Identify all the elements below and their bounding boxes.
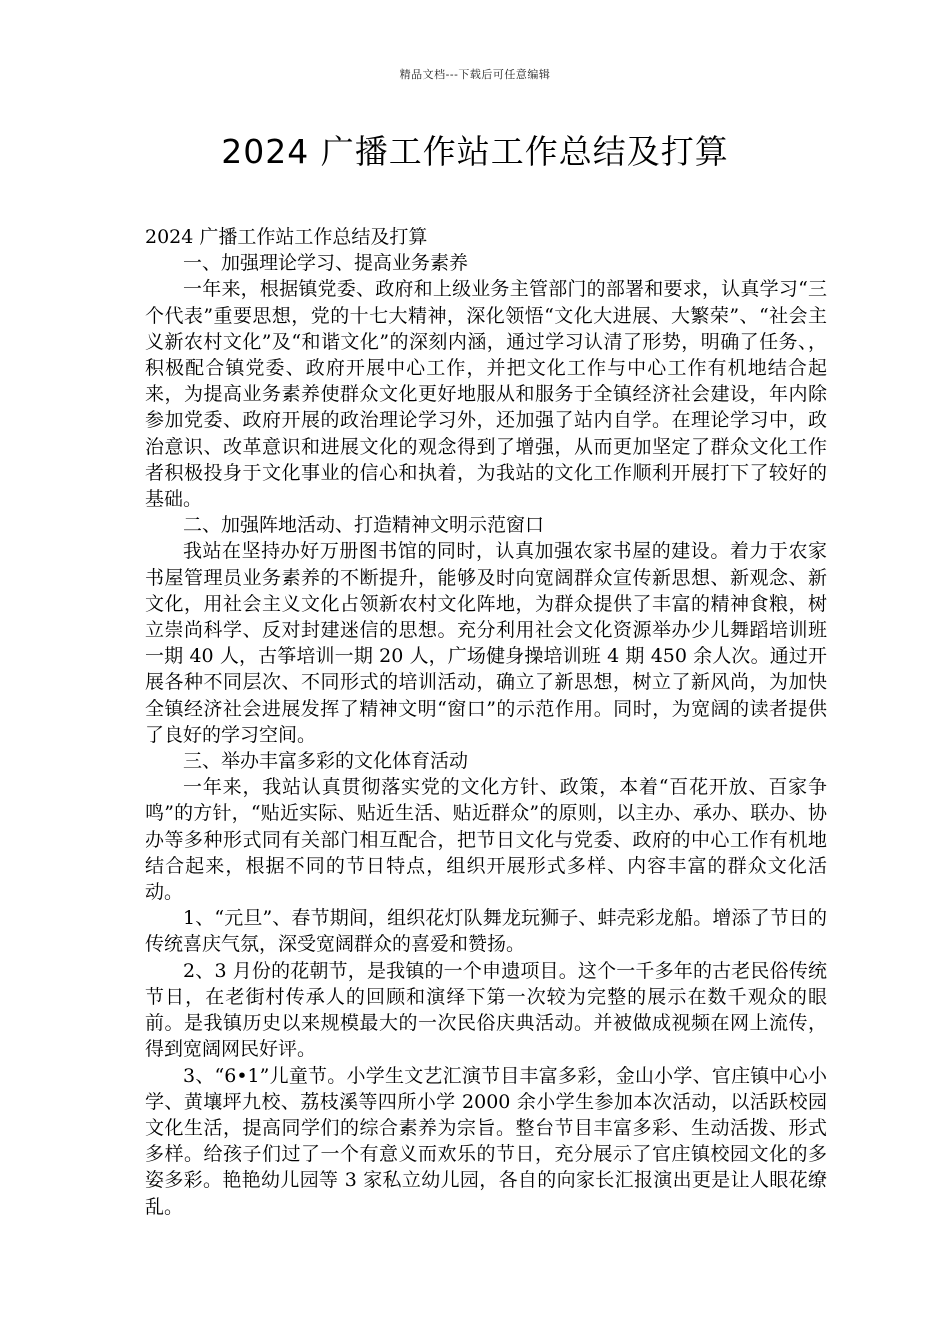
paragraph: 一、加强理论学习、提高业务素养 [183, 252, 469, 275]
header-note: 精品文档---下载后可任意编辑 [399, 68, 551, 81]
paragraph: 一年来，我站认真贯彻落实党的文化方针、政策，本着“百花开放、百家争鸣”的方针，“贴近实际、贴近生活、贴近群众”的原则，以主办、承办、联办、协办等多种形式同有关部门相互配合，把节日文化与党委、政府的中心工作有机地结合起来，根据不同的节日特点，组织开展形式多样、内容丰富的群众文化活动。 [145, 776, 827, 904]
document-body [145, 224, 827, 1220]
paragraph: 3、“6•1”儿童节。小学生文艺汇演节目丰富多彩，金山小学、官庄镇中心小学、黄壤坪九校、荔枝溪等四所小学 2000 余小学生参加本次活动，以活跃校园文化生活，提高同学们的综合素养为宗旨。整台节目丰富多彩、生动活拨、形式多样。给孩子们过了一个有意义而欢乐的节日，充分展示了官庄镇校园文化的多姿多彩。艳艳幼儿园等 3 家私立幼儿园，各自的向家长汇报演出更是让人眼花缭乱。 [145, 1064, 827, 1218]
paragraph: 一年来，根据镇党委、政府和上级业务主管部门的部署和要求，认真学习“三个代表”重要思想，党的十七大精神，深化领悟“文化大进展、大繁荣”、“社会主义新农村文化”及“和谐文化”的深刻内涵，通过学习认清了形势，明确了任务、，积极配合镇党委、政府开展中心工作，并把文化工作与中心工作有机地结合起来，为提高业务素养使群众文化更好地服从和服务于全镇经济社会建设，年内除参加党委、政府开展的政治理论学习外，还加强了站内自学。在理论学习中，政治意识、改革意识和进展文化的观念得到了增强，从而更加坚定了群众文化工作者积极投身于文化事业的信心和执着，为我站的文化工作顺利开展打下了较好的基础。 [145, 278, 827, 511]
paragraph: 三、举办丰富多彩的文化体育活动 [183, 750, 469, 773]
paragraph: 2、3 月份的花朝节，是我镇的一个申遗项目。这个一千多年的古老民俗传统节日，在老街村传承人的回顾和演绎下第一次较为完整的展示在数千观众的眼前。是我镇历史以来规模最大的一次民俗庆典活动。并被做成视频在网上流传，得到宽阔网民好评。 [145, 959, 827, 1061]
document-title: 2024 广播工作站工作总结及打算 [221, 132, 729, 171]
paragraph: 2024 广播工作站工作总结及打算 [145, 226, 428, 248]
paragraph: 我站在坚持办好万册图书馆的同时，认真加强农家书屋的建设。着力于农家书屋管理员业务素养的不断提升，能够及时向宽阔群众宣传新思想、新观念、新文化，用社会主义文化占领新农村文化阵地，为群众提供了丰富的精神食粮，树立崇尚科学、反对封建迷信的思想。充分利用社会文化资源举办少儿舞蹈培训班一期 40 人，古筝培训一期 20 人，广场健身操培训班 4 期 450 余人次。通过开展各种不同层次、不同形式的培训活动，确立了新思想，树立了新风尚，为加快全镇经济社会进展发挥了精神文明“窗口”的示范作用。同时，为宽阔的读者提供了良好的学习空间。 [145, 540, 827, 746]
paragraph: 1、“元旦”、春节期间，组织花灯队舞龙玩狮子、蚌壳彩龙船。增添了节日的传统喜庆气氛，深受宽阔群众的喜爱和赞扬。 [145, 907, 827, 956]
paragraph: 二、加强阵地活动、打造精神文明示范窗口 [183, 514, 545, 537]
